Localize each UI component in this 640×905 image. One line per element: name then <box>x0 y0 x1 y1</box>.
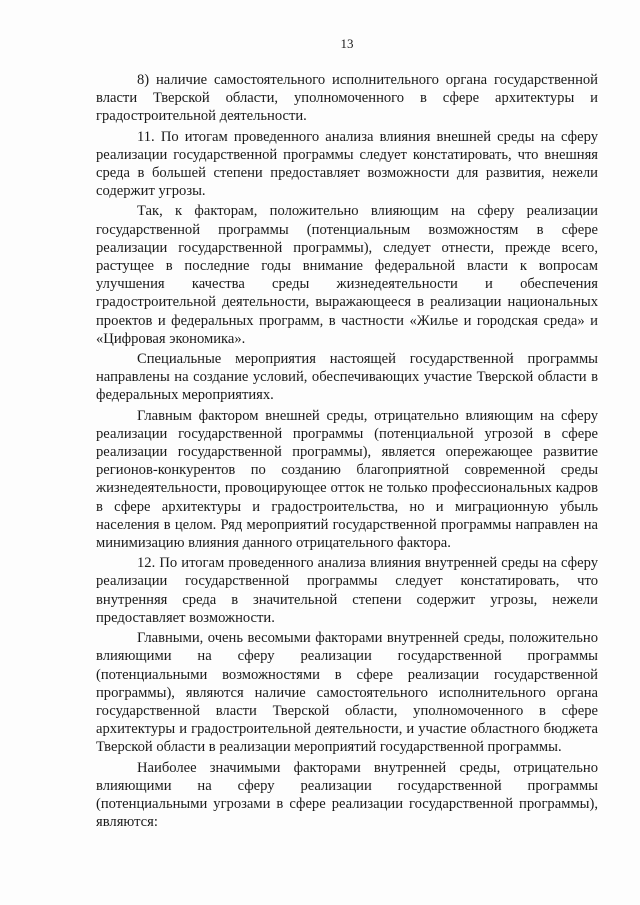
paragraph-section-12: 12. По итогам проведенного анализа влияния внутренней среды на сферу реализации государственной программы следует констатировать, что внутренняя среда в значительной степени содержит угрозы, нежели предоставляет возможности. <box>96 555 598 626</box>
paragraph-negative-internal-factors: Наиболее значимыми факторами внутренней среды, отрицательно влияющими на сферу реализации государственной программы (потенциальными угрозами в сфере реализации государственной программы), являются: <box>96 759 598 831</box>
paragraph-positive-internal-factors: Главными, очень весомыми факторами внутренней среды, положительно влияющими на сферу реализации государственной программы (потенциальными возможностями в сфере реализации государственной программы), являются наличие самостоятельного исполнительного органа государственной власти Тверской области, уполномоченного в сфере архитектуры и градостроительной деятельности, и участие областного бюджета Тверской области в реализации мероприятий государственной программы. <box>96 630 598 756</box>
page-number: 13 <box>340 36 354 51</box>
paragraph-item-8: 8) наличие самостоятельного исполнительного органа государственной власти Тверской области, уполномоченного в сфере архитектуры и градостроительной деятельности. <box>96 72 598 125</box>
paragraph-special-measures: Специальные мероприятия настоящей государственной программы направлены на создание условий, обеспечивающих участие Тверской области в федеральных мероприятиях. <box>96 351 598 404</box>
paragraph-positive-external-factors: Так, к факторам, положительно влияющим на сферу реализации государственной программы (потенциальным возможностям в сфере реализации государственной программы), следует отнести, прежде всего, растущее в последние годы внимание федеральной власти к вопросам улучшения качества среды жизнедеятельности и обеспечения градостроительной деятельности, выражающееся в реализации национальных проектов и федеральных программ, в частности «Жилье и городская среда» и «Цифровая экономика». <box>96 203 598 347</box>
paragraph-section-11: 11. По итогам проведенного анализа влияния внешней среды на сферу реализации государственной программы следует констатировать, что внешняя среда в большей степени предоставляет возможности для развития, нежели содержит угрозы. <box>96 128 598 200</box>
paragraph-negative-external-factor: Главным фактором внешней среды, отрицательно влияющим на сферу реализации государственной программы (потенциальной угрозой в сфере реализации государственной программы), является опережающее развитие регионов-конкурентов по созданию благоприятной современной среды жизнедеятельности, провоцирующее отток не только профессиональных кадров в сфере архитектуры и градостроительства, но и миграционную убыль населения в целом. Ряд мероприятий государственной программы направлен на минимизацию влияния данного отрицательного фактора. <box>96 407 598 552</box>
